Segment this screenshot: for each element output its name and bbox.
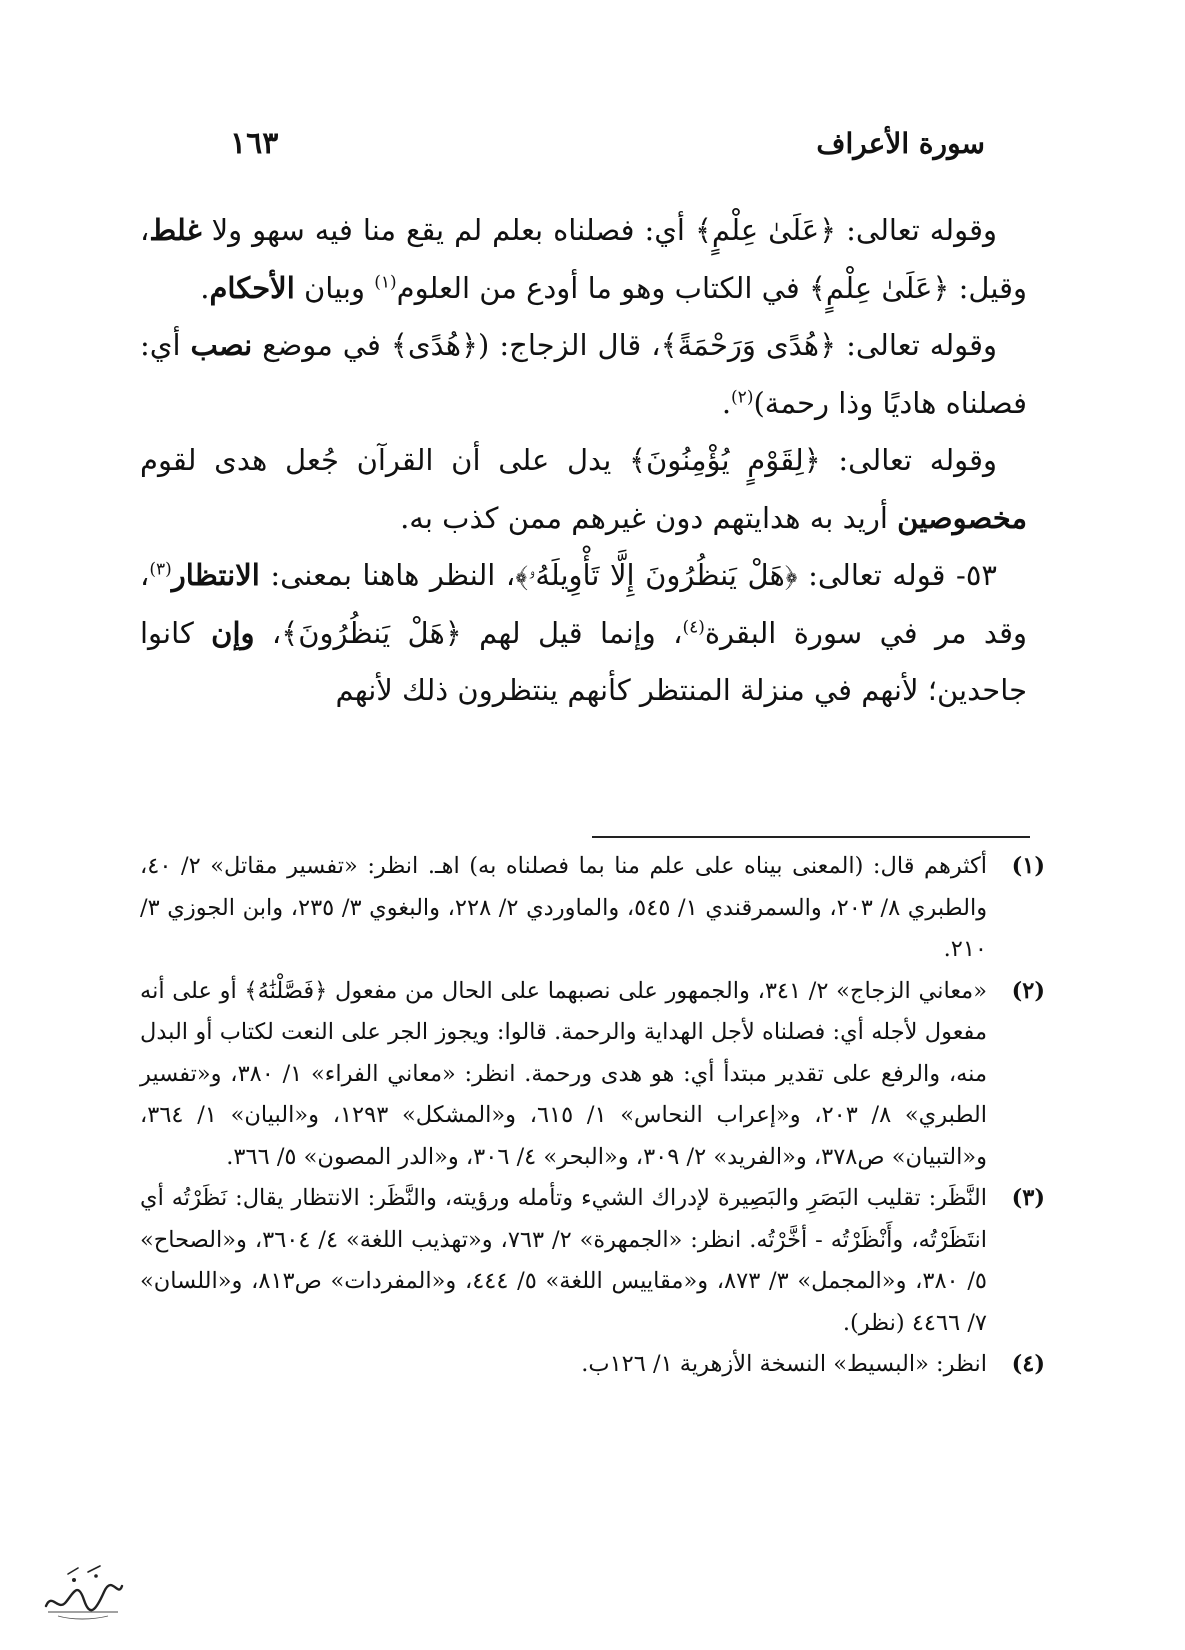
text-run: يدل على أن القرآن جُعل هدى لقوم — [140, 443, 629, 477]
page-header — [230, 118, 985, 168]
text-run: في موضع — [252, 328, 391, 362]
page-number: ١٦٣ — [230, 125, 279, 161]
text-run: ، — [254, 615, 282, 650]
text-run: ، وقد مر في سورة البقرة — [140, 558, 1027, 650]
footnotes — [140, 846, 1045, 1386]
text-run: ، وإنما قيل لهم — [461, 615, 683, 650]
footnote-2 — [140, 971, 1045, 1179]
footnote-text: النَّظَر: تقليب البَصَرِ والبَصِيرة لإدراك الشيء وتأمله ورؤيته، والنَّظَر: الانتظار يقال: نَظَرْتُه أي انتَظَرْتُه، وأَنْظَرْتُه - أخَّرْتُه. انظر: «الجمهرة» ٢/ ٧٦٣، و«تهذيب اللغة» ٤/ ٣٦٠٤، و«الصحاح» ٥/ ٣٨٠، و«المجمل» ٣/ ٨٧٣، و«مقاييس اللغة» ٥/ ٤٤٤، و«المفردات» ص٨١٣، و«اللسان» ٧/ ٤٤٦٦ (نظر). — [140, 1185, 988, 1336]
footnote-text: «معاني الزجاج» ٢/ ٣٤١، والجمهور على نصبهما على الحال من مفعول ﴿فَصَّلْنَٰهُ﴾ أو على أنه مفعول لأجله أي: فصلناه لأجل الهداية والرحمة. قالوا: ويجوز الجر على النعت لكتاب أو البدل منه، والرفع على تقدير مبتدأ أي: هو هدى ورحمة. انظر: «معاني الفراء» ١/ ٣٨٠، و«تفسير الطبري» ٨/ ٢٠٣، و«إعراب النحاس» ١/ ٦١٥، و«المشكل» ١٢٩٣، و«البيان» ١/ ٣٦٤، و«التبيان» ص٣٧٨، و«الفريد» ٢/ ٣٠٩، و«البحر» ٤/ ٣٠٦، و«الدر المصون» ٥/ ٣٦٦. — [140, 977, 988, 1170]
text-run: مخصوصين — [897, 500, 1027, 535]
publisher-stamp-logo — [38, 1562, 128, 1622]
paragraph-1 — [140, 202, 1027, 317]
paragraph-4 — [140, 547, 1027, 720]
text-run: وإن — [211, 615, 255, 650]
footnote-ref[interactable]: (٢) — [731, 386, 754, 407]
text-run: كانوا جاحدين؛ لأنهم في منزلة المنتظر كأنهم ينتظرون ذلك لأنهم — [140, 615, 1027, 707]
quran-quote: ﴿هَلْ يَنظُرُونَ﴾ — [281, 615, 462, 650]
text-run: وبيان — [294, 270, 375, 305]
footnote-ref[interactable]: (٣) — [149, 559, 172, 580]
footnote-text: أكثرهم قال: (المعنى بيناه على علم منا بما فصلناه به) اهـ. انظر: «تفسير مقاتل» ٢/ ٤٠، والطبري ٨/ ٢٠٣، والسمرقندي ١/ ٥٤٥، والماوردي ٢/ ٢٢٨، والبغوي ٣/ ٢٣٥، وابن الجوزي ٣/ ٢١٠. — [140, 853, 988, 962]
text-run: غلط — [149, 213, 202, 247]
footnote-ref[interactable]: (٤) — [682, 616, 705, 637]
main-text — [140, 202, 1027, 720]
quran-quote: ﴿عَلَىٰ عِلْمٍ﴾ — [808, 270, 950, 305]
footnote-number: (٣) — [1011, 1185, 1045, 1211]
text-run: وقوله تعالى: — [836, 213, 997, 247]
text-run: ٥٣- قوله تعالى: — [797, 558, 997, 592]
text-run: وقوله تعالى: — [836, 328, 997, 362]
surah-name: سورة الأعراف — [816, 126, 985, 160]
paragraph-2 — [140, 317, 1027, 432]
footnote-ref[interactable]: (١) — [374, 271, 397, 292]
quran-quote: ﴿هُدًى وَرَحْمَةً﴾ — [660, 328, 837, 362]
text-run: الانتظار — [171, 558, 260, 592]
quran-quote: ﴿هُدًى﴾ — [390, 328, 479, 362]
text-run: . — [200, 270, 210, 305]
text-run: نصب — [190, 328, 253, 362]
footnote-1 — [140, 846, 1045, 971]
text-run: الأحكام — [209, 270, 295, 305]
text-run: . — [721, 385, 732, 420]
quran-quote: ﴿عَلَىٰ عِلْمٍ﴾ — [694, 213, 837, 247]
text-run: ، النظر هاهنا بمعنى: — [259, 558, 516, 592]
footnote-number: (١) — [1011, 853, 1045, 879]
paragraph-3 — [140, 432, 1027, 547]
quran-quote: ﴿لِقَوْمٍ يُؤْمِنُونَ﴾ — [629, 443, 821, 477]
text-run: أريد به هدايتهم دون غيرهم ممن كذب به. — [400, 500, 898, 535]
footnote-3 — [140, 1178, 1045, 1344]
text-run: أي: فصلناه بعلم لم يقع منا فيه سهو ولا — [201, 213, 695, 247]
text-run: ، قال الزجاج: ( — [478, 328, 661, 362]
footnote-number: (٢) — [1011, 977, 1045, 1004]
text-run: أي: فصلناه هاديًا وذا رحمة) — [140, 328, 1027, 420]
footnote-text: انظر: «البسيط» النسخة الأزهرية ١/ ١٢٦ب. — [581, 1351, 987, 1377]
footnote-divider — [592, 836, 1030, 838]
footnote-4 — [140, 1344, 1045, 1386]
footnote-number: (٤) — [1011, 1351, 1045, 1377]
text-run: في الكتاب وهو ما أودع من العلوم — [396, 270, 809, 305]
text-run: وقوله تعالى: — [820, 443, 997, 477]
quran-quote: ﴿هَلْ يَنظُرُونَ إِلَّا تَأْوِيلَهُۥ﴾ — [515, 558, 798, 592]
text-run: ، وقيل: — [140, 213, 1027, 305]
